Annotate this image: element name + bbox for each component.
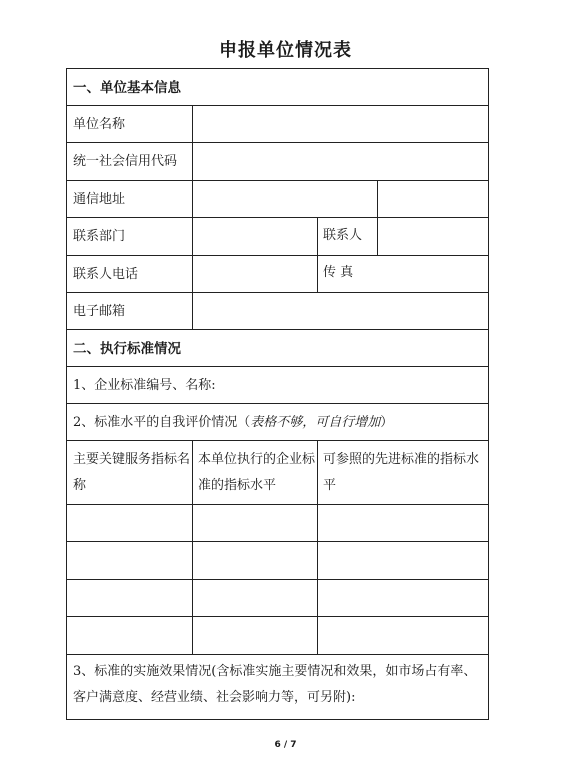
table-cell-r4c2[interactable] xyxy=(194,618,315,652)
page-title: 申报单位情况表 xyxy=(219,40,352,61)
table-cell-r1c3[interactable] xyxy=(319,506,486,540)
self-evaluation-prefix: 2、标准水平的自我评价情况（ xyxy=(73,415,251,430)
label-contact-phone: 联系人电话 xyxy=(73,267,139,282)
table-cell-r1c1[interactable] xyxy=(69,506,190,540)
label-credit-code: 统一社会信用代码 xyxy=(73,154,178,169)
credit-code-field[interactable] xyxy=(197,146,485,178)
table-cell-r4c1[interactable] xyxy=(69,618,190,652)
contact-person-field[interactable] xyxy=(381,221,485,253)
section-heading-basic-info: 一、单位基本信息 xyxy=(73,80,181,96)
self-evaluation-label xyxy=(73,413,393,433)
table-cell-r2c1[interactable] xyxy=(69,543,190,577)
label-fax: 传 真 xyxy=(323,265,354,280)
fax-field[interactable] xyxy=(381,259,485,291)
section-heading-standards: 二、执行标准情况 xyxy=(73,341,181,357)
self-evaluation-note: 表格不够，可自行增加 xyxy=(250,415,381,430)
label-email: 电子邮箱 xyxy=(73,304,126,319)
table-header-key-indicator: 主要关键服务指标名称 xyxy=(73,452,191,493)
implementation-effect-label: 3、标准的实施效果情况(含标准实施主要情况和效果，如市场占有率、客户满意度、经营业绩、社会影响力等，可另附): xyxy=(73,664,477,705)
table-header-advanced-level: 可参照的先进标准的指标水平 xyxy=(323,452,480,493)
label-unit-name: 单位名称 xyxy=(73,117,126,132)
table-cell-r2c3[interactable] xyxy=(319,543,486,577)
table-cell-r3c1[interactable] xyxy=(69,581,190,615)
table-cell-r3c2[interactable] xyxy=(194,581,315,615)
department-field[interactable] xyxy=(197,221,313,253)
label-department: 联系部门 xyxy=(73,229,126,244)
address-field[interactable] xyxy=(197,184,373,216)
table-cell-r4c3[interactable] xyxy=(319,618,486,652)
label-address: 通信地址 xyxy=(73,192,126,207)
email-field[interactable] xyxy=(197,296,485,328)
self-evaluation-suffix: ） xyxy=(380,415,394,430)
table-cell-r1c2[interactable] xyxy=(194,506,315,540)
unit-name-field[interactable] xyxy=(197,109,485,141)
contact-phone-field[interactable] xyxy=(197,259,313,291)
table-header-enterprise-level: 本单位执行的企业标准的指标水平 xyxy=(198,452,316,493)
table-cell-r3c3[interactable] xyxy=(319,581,486,615)
table-cell-r2c2[interactable] xyxy=(194,543,315,577)
page-number: 6 / 7 xyxy=(274,740,297,750)
application-form-table xyxy=(66,68,489,720)
standard-number-name-label: 1、企业标准编号、名称: xyxy=(73,378,216,393)
label-contact-person: 联系人 xyxy=(323,228,363,243)
